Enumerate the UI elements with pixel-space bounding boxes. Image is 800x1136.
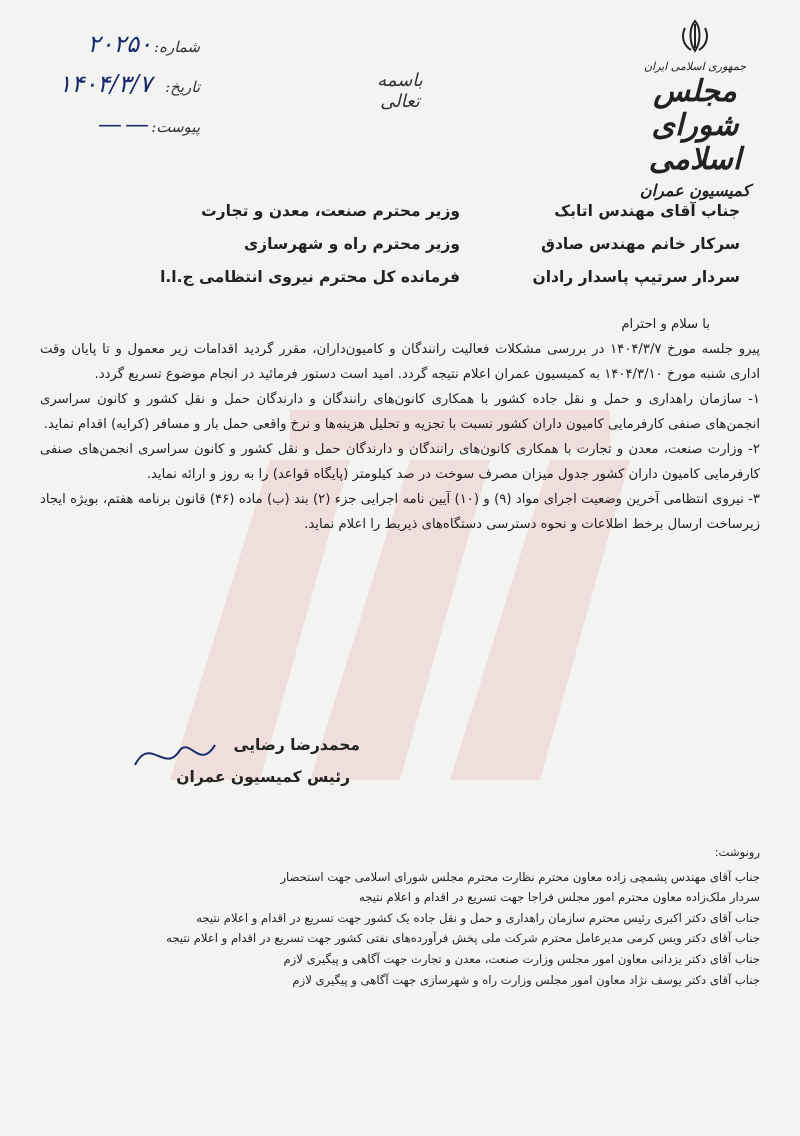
cc-line: جناب آقای دکتر یزدانی معاون امور مجلس وزارت صنعت، معدن و تجارت جهت آگاهی و پیگیری لازم	[283, 951, 760, 966]
logo-sub-text: کمیسیون عمران	[639, 181, 751, 200]
parliament-logo	[620, 18, 770, 200]
number-row	[30, 30, 200, 70]
intro-paragraph: پیرو جلسه مورخ ۱۴۰۴/۳/۷ در بررسی مشکلات فعالیت رانندگان و کامیون‌داران، مقرر گردید اقدامات زیر معمول و تا پایان وقت اداری شنبه مورخ ۱۴۰۴/۳/۱۰ به کمیسیون عمران اعلام نتیجه گردد. امید است دستور فرمائید در انجام موضوع تسریع گردد.	[40, 342, 760, 382]
cc-line: جناب آقای دکتر ویس کرمی مدیرعامل محترم شرکت ملی پخش فرآورده‌های نفتی کشور جهت تسریع در اقدام و اعلام نتیجه	[166, 931, 760, 946]
recipient-names	[532, 195, 740, 294]
action-item: ۳- نیروی انتظامی آخرین وضعیت اجرای مواد (۹) و (۱۰) آیین نامه اجرایی جزء (۲) بند (ب) ماده (۴۶) قانون برنامه هفتم، بویژه ایجاد زیرساخت ارسال برخط اطلاعات و نحوه دسترسی دستگاه‌های ذیربط را اعلام نماید.	[40, 492, 761, 532]
recipient-title: وزیر محترم صنعت، معدن و تجارت	[201, 202, 460, 220]
recipient-titles	[160, 195, 460, 294]
letter-meta	[30, 30, 200, 150]
letter-body	[40, 312, 760, 537]
logo-main-text: مجلس شورای اسلامی	[648, 74, 742, 177]
number-label: شماره:	[154, 38, 200, 56]
signer-name: محمدرضا رضایی	[233, 736, 360, 754]
action-item: ۲- وزارت صنعت، معدن و تجارت با همکاری کانون‌های رانندگان و دارندگان حمل و نقل کشور و کانون سراسری انجمن‌های صنفی کارفرمایی کامیون داران کشور جدول میزان مصرف سوخت در صد کیلومتر (پایگاه قواعد) را به روز و ارائه نماید.	[40, 442, 760, 482]
cc-line: جناب آقای دکتر اکبری رئیس محترم سازمان راهداری و حمل و نقل جاده یک کشور جهت تسریع در اقدام و اعلام نتیجه	[196, 910, 760, 925]
recipient-title: فرمانده کل محترم نیروی انتظامی ج.ا.ا	[160, 268, 460, 286]
action-item: ۱- سازمان راهداری و حمل و نقل جاده کشور با همکاری کانون‌های رانندگان و دارندگان حمل و نقل کشور و کانون سراسری انجمن‌های صنفی کارفرمایی کامیون داران کشور نسبت با تجزیه و تحلیل هزینه‌ها و نرخ واقعی حمل بار و مسافر (کرایه) اقدام نماید.	[40, 392, 760, 432]
signature-block	[120, 730, 360, 794]
date-label: تاریخ:	[165, 78, 200, 96]
cc-line: جناب آقای دکتر یوسف نژاد معاون امور مجلس وزارت راه و شهرسازی جهت آگاهی و پیگیری لازم	[292, 972, 760, 987]
logo-country-text: جمهوری اسلامی ایران	[643, 60, 747, 73]
date-value: ۱۴۰۴/۳/۷	[58, 70, 152, 98]
recipient-name: جناب آقای مهندس اتابک	[554, 202, 740, 220]
recipient-name: سرکار خانم مهندس صادق	[541, 235, 740, 253]
cc-line: سردار ملک‌زاده معاون محترم امور مجلس فراجا جهت تسریع در اقدام و اعلام نتیجه	[359, 890, 760, 905]
cc-block	[40, 842, 760, 990]
date-row	[30, 70, 200, 110]
recipient-title: وزیر محترم راه و شهرسازی	[243, 235, 460, 253]
greeting: با سلام و احترام	[621, 317, 710, 332]
recipient-name: سردار سرتیپ پاسدار رادان	[532, 268, 740, 286]
number-value: ۲۰۲۵۰	[87, 30, 152, 58]
emblem-icon	[677, 18, 713, 54]
attachment-label: پیوست:	[151, 118, 200, 136]
cc-line: جناب آقای مهندس پشمچی زاده معاون محترم نظارت محترم مجلس شورای اسلامی جهت استحضار	[280, 869, 760, 884]
attachment-row	[30, 110, 200, 150]
recipients-block	[40, 195, 760, 295]
cc-title: رونوشت:	[714, 845, 760, 859]
attachment-value: ——	[98, 110, 152, 138]
bismillah-heading: باسمه تعالی	[377, 70, 423, 112]
signer-title: رئیس کمیسیون عمران	[176, 768, 350, 786]
